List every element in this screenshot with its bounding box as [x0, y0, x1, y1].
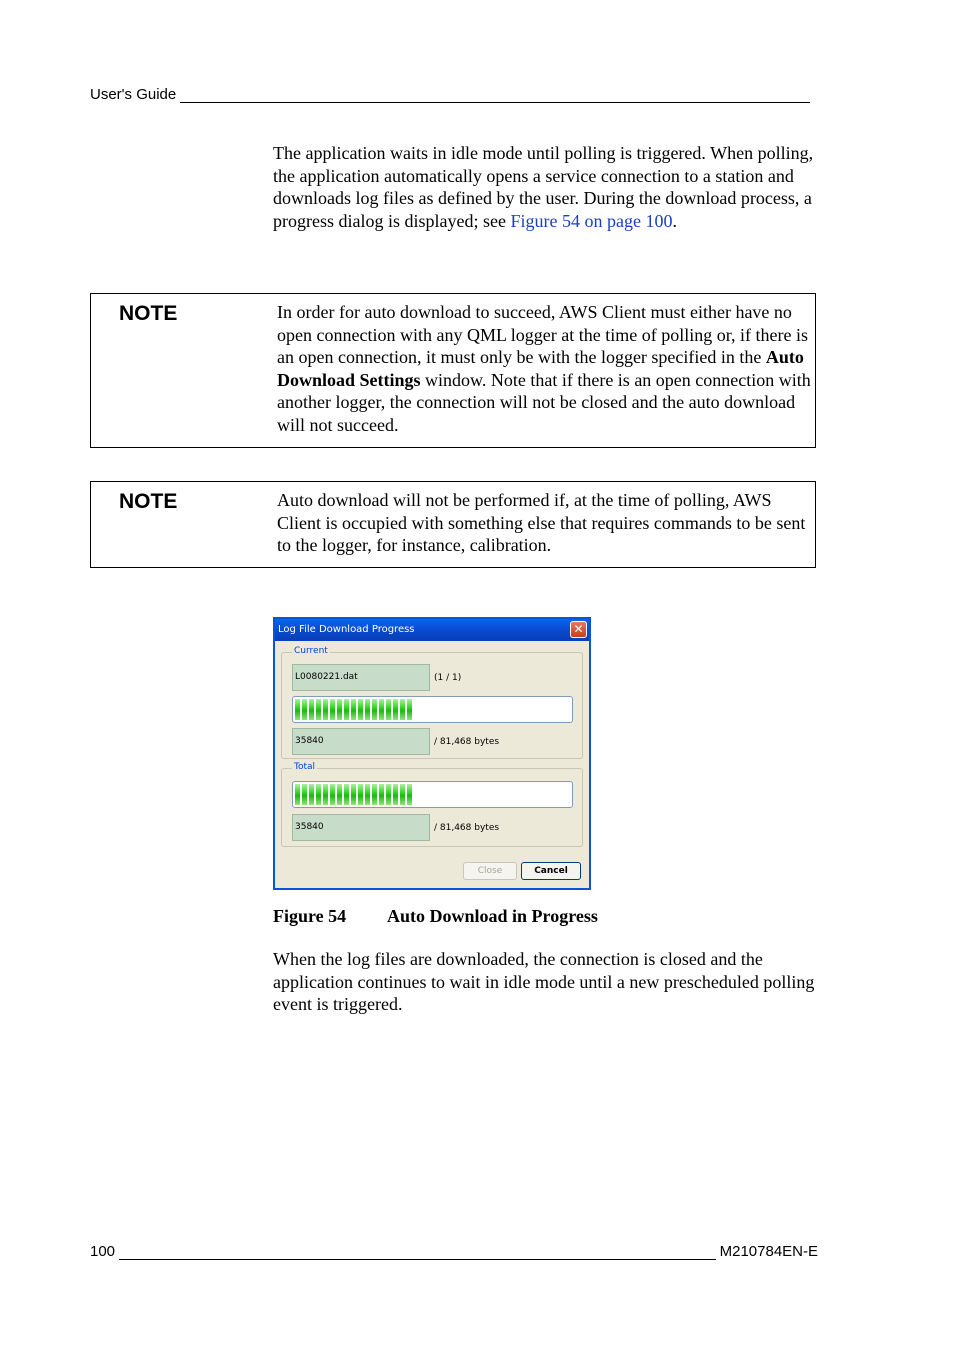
total-group	[281, 762, 583, 847]
progress-segment	[400, 699, 405, 720]
figure-title: Auto Download in Progress	[387, 906, 598, 926]
header-rule	[180, 88, 810, 103]
progress-segment	[337, 784, 342, 805]
progress-segment	[330, 699, 335, 720]
progress-segment	[351, 699, 356, 720]
intro-paragraph	[273, 142, 818, 232]
footer-rule	[119, 1245, 716, 1260]
progress-segment	[393, 699, 398, 720]
progress-segment	[379, 784, 384, 805]
progress-segment	[351, 784, 356, 805]
note1-text-after: window. Note that if there is an open connection with another logger, the connection will not be closed and the auto download will not succeed.	[277, 369, 811, 435]
progress-segment	[337, 699, 342, 720]
figure-link[interactable]: Figure 54 on page 100	[510, 210, 673, 231]
progress-fill	[295, 699, 570, 720]
progress-segment	[400, 784, 405, 805]
intro-end: .	[672, 210, 677, 231]
running-header	[90, 86, 810, 103]
progress-segment	[295, 699, 300, 720]
total-progress-bar	[292, 781, 573, 808]
download-progress-dialog	[273, 617, 591, 890]
progress-segment	[393, 784, 398, 805]
header-title: User's Guide	[90, 86, 177, 103]
progress-segment	[379, 699, 384, 720]
note-text	[277, 301, 811, 436]
progress-fill	[295, 784, 570, 805]
progress-segment	[316, 699, 321, 720]
intro-text: The application waits in idle mode until polling is triggered. When polling, the application automatically opens a service connection to a station and downloads log files as defined by the user. During the download process, a progress dialog is displayed; see	[273, 143, 814, 231]
current-group	[281, 646, 583, 759]
figure-number: Figure 54	[273, 906, 347, 926]
progress-segment	[358, 699, 363, 720]
progress-segment	[316, 784, 321, 805]
file-count: (1 / 1)	[434, 673, 462, 683]
total-bytes-field: 35840	[292, 814, 430, 841]
note-box-2	[90, 481, 816, 568]
page-footer	[90, 1243, 818, 1260]
note-text: Auto download will not be performed if, at the time of polling, AWS Client is occupied with something else that requires commands to be sent to the logger, for instance, calibration.	[277, 490, 806, 555]
close-icon[interactable]: ✕	[570, 621, 587, 638]
progress-segment	[302, 699, 307, 720]
figure-caption	[273, 906, 598, 927]
page-number: 100	[90, 1243, 116, 1260]
progress-segment	[358, 784, 363, 805]
document-id: M210784EN-E	[719, 1243, 818, 1260]
progress-segment	[302, 784, 307, 805]
total-bytes-total: / 81,468 bytes	[434, 823, 500, 833]
progress-segment	[309, 784, 314, 805]
progress-segment	[295, 784, 300, 805]
outro-paragraph: When the log files are downloaded, the connection is closed and the application continues to wait in idle mode until a new prescheduled polling event is triggered.	[273, 949, 815, 1014]
progress-segment	[365, 784, 370, 805]
progress-segment	[365, 699, 370, 720]
current-legend: Current	[294, 646, 328, 656]
total-legend: Total	[294, 762, 316, 772]
progress-segment	[330, 784, 335, 805]
dialog-title: Log File Download Progress	[278, 624, 415, 635]
note-box-1	[90, 293, 816, 448]
progress-segment	[323, 784, 328, 805]
current-progress-bar	[292, 696, 573, 723]
note-label: NOTE	[119, 490, 178, 513]
progress-segment	[407, 784, 412, 805]
progress-segment	[386, 784, 391, 805]
progress-segment	[309, 699, 314, 720]
progress-segment	[323, 699, 328, 720]
note-label: NOTE	[119, 302, 178, 325]
dialog-titlebar[interactable]	[275, 619, 589, 641]
note1-text-before: In order for auto download to succeed, AWS Client must either have no open connection with any QML logger at the time of polling or, if there is an open connection, it must only be with the logger specified in the	[277, 302, 808, 367]
note1-bold-text: Auto Download Settings	[277, 347, 804, 390]
progress-segment	[372, 699, 377, 720]
progress-segment	[386, 699, 391, 720]
progress-segment	[372, 784, 377, 805]
cancel-button[interactable]: Cancel	[521, 862, 581, 880]
progress-segment	[407, 699, 412, 720]
current-file-field: L0080221.dat	[292, 664, 430, 691]
current-bytes-field: 35840	[292, 728, 430, 755]
progress-segment	[344, 699, 349, 720]
current-bytes-total: / 81,468 bytes	[434, 737, 500, 747]
progress-segment	[344, 784, 349, 805]
close-button[interactable]: Close	[463, 862, 517, 880]
